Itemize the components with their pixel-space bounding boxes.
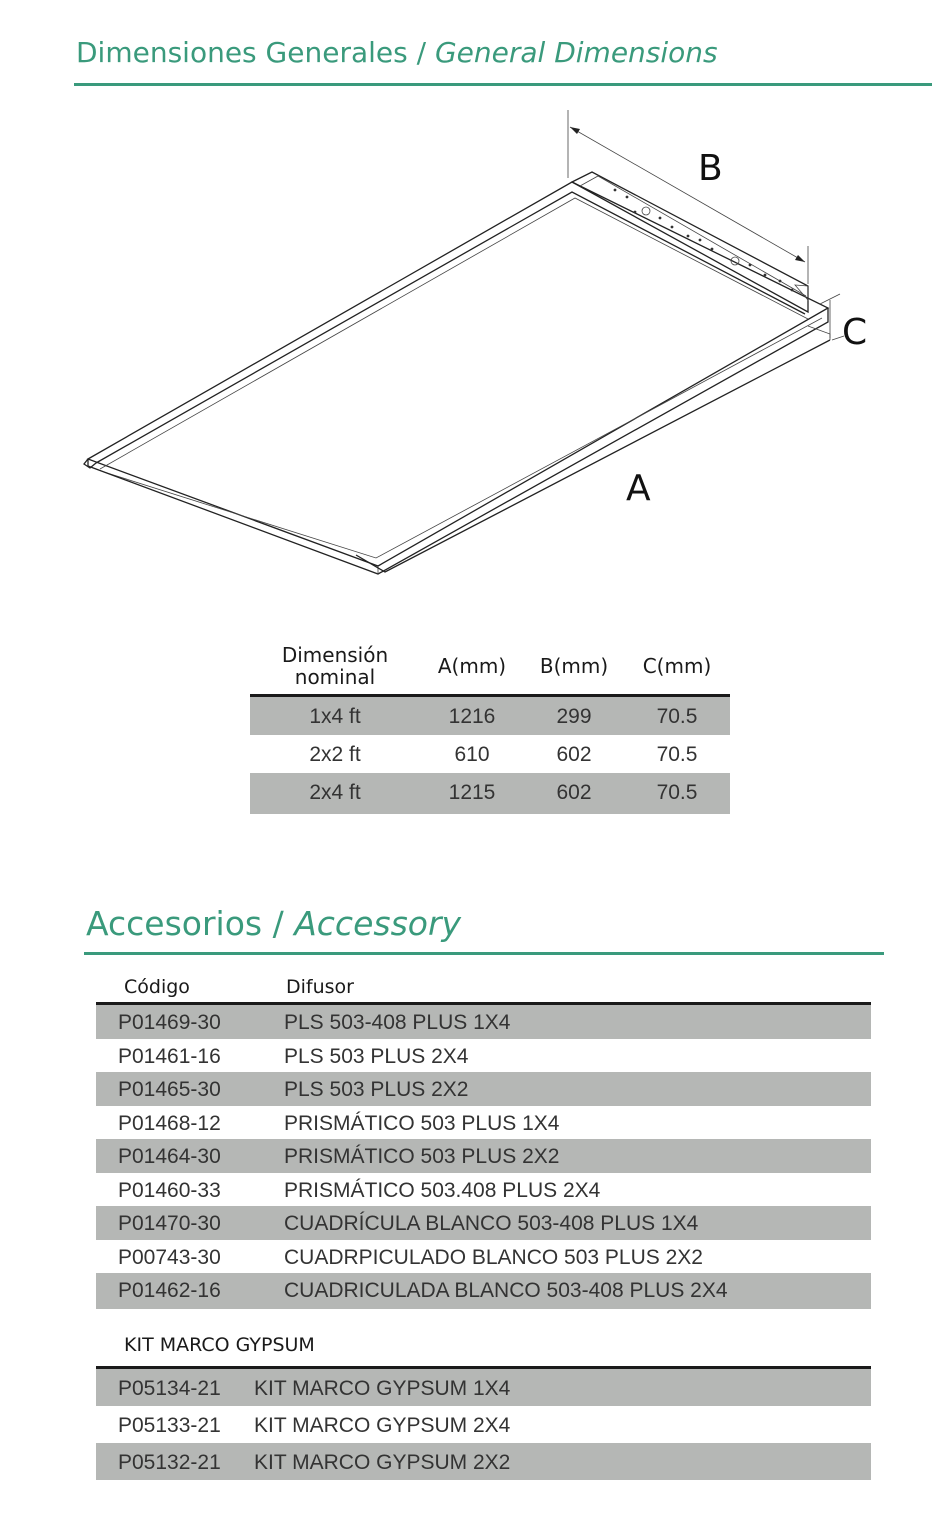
fixture-top-rail	[572, 172, 808, 312]
table-row	[96, 1206, 871, 1240]
cell-description: PRISMÁTICO 503.408 PLUS 2X4	[284, 1178, 601, 1202]
cell-description: PLS 503 PLUS 2X4	[284, 1044, 469, 1068]
table-row	[96, 1139, 871, 1173]
dimension-a-label: A	[626, 468, 651, 509]
cell-nominal: 1x4 ft	[309, 705, 361, 728]
cell-a: 610	[454, 743, 490, 766]
cell-description: KIT MARCO GYPSUM 1X4	[254, 1377, 511, 1400]
cell-code: P05133-21	[118, 1414, 221, 1437]
fixture-rail-inner	[580, 176, 806, 296]
dimensions-section-title	[76, 36, 718, 69]
title-spanish: Accesorios	[86, 904, 263, 943]
header-nominal	[250, 644, 420, 688]
title-english: Accessory	[294, 904, 462, 943]
header-a: A(mm)	[437, 654, 507, 678]
arrow-left-icon	[570, 127, 580, 134]
cell-code: P05132-21	[118, 1451, 221, 1474]
dimension-b-line	[570, 127, 805, 262]
section-divider	[74, 83, 932, 86]
cell-code: P00743-30	[118, 1245, 221, 1269]
cell-code: P01469-30	[118, 1011, 221, 1034]
cell-nominal: 2x4 ft	[309, 781, 361, 804]
fixture-lip-end	[808, 326, 830, 340]
table-row	[96, 1369, 871, 1406]
cell-c: 70.5	[656, 743, 698, 766]
accessories-section-title	[86, 904, 461, 943]
cell-code: P01464-30	[118, 1145, 221, 1168]
cell-code: P05134-21	[118, 1377, 221, 1400]
fixture-dimension-drawing	[60, 100, 868, 590]
cell-description: CUADRÍCULA BLANCO 503-408 PLUS 1X4	[284, 1212, 699, 1235]
cell-description: KIT MARCO GYPSUM 2X4	[254, 1414, 511, 1437]
cell-b: 602	[556, 743, 592, 766]
cell-a: 1216	[448, 705, 496, 728]
title-spanish: Dimensiones Generales	[76, 36, 408, 69]
fixture-bottom-edge	[104, 318, 822, 558]
table-row	[96, 1005, 871, 1039]
cell-c: 70.5	[656, 705, 698, 728]
cell-b: 602	[556, 781, 592, 804]
header-b: B(mm)	[539, 654, 609, 678]
table-row	[96, 1240, 871, 1274]
section-divider	[84, 952, 884, 955]
cell-code: P01460-33	[118, 1178, 221, 1202]
cell-a: 1215	[448, 781, 496, 804]
fixture-inner-frame-2	[100, 198, 808, 469]
cell-description: CUADRPICULADO BLANCO 503 PLUS 2X2	[284, 1245, 703, 1269]
mounting-hole-icon	[642, 207, 650, 215]
kit-table-header	[96, 1330, 871, 1369]
cell-description: CUADRICULADA BLANCO 503-408 PLUS 2X4	[284, 1279, 728, 1302]
fixture-panel-outline	[88, 182, 828, 566]
dimension-c-label: C	[842, 312, 868, 353]
kit-table-title: KIT MARCO GYPSUM	[124, 1334, 315, 1356]
cell-b: 299	[556, 705, 592, 728]
table-row	[96, 1443, 871, 1480]
kit-table	[96, 1330, 871, 1480]
table-row	[96, 1273, 871, 1309]
header-nominal-line2: nominal	[294, 665, 376, 689]
table-row	[96, 1173, 871, 1207]
accessories-table	[96, 972, 871, 1309]
fixture-inner-frame	[96, 192, 805, 463]
dimensions-table	[250, 640, 730, 814]
accessories-table-header	[96, 972, 871, 1005]
header-c: C(mm)	[642, 654, 712, 678]
table-row	[96, 1106, 871, 1140]
cell-code: P01461-16	[118, 1044, 221, 1068]
cell-code: P01470-30	[118, 1212, 221, 1235]
header-code: Código	[124, 976, 190, 998]
cell-description: KIT MARCO GYPSUM 2X2	[254, 1451, 511, 1474]
title-separator: /	[272, 904, 284, 943]
header-nominal-line1: Dimensión	[281, 643, 389, 667]
table-row	[250, 697, 730, 735]
cell-code: P01465-30	[118, 1078, 221, 1101]
table-row	[96, 1406, 871, 1443]
table-row	[96, 1039, 871, 1073]
dimensions-table-header	[250, 640, 730, 697]
cell-description: PRISMÁTICO 503 PLUS 2X2	[284, 1145, 560, 1168]
title-english: General Dimensions	[434, 36, 718, 69]
header-diffuser: Difusor	[286, 976, 354, 998]
cell-code: P01468-12	[118, 1111, 221, 1135]
cell-description: PRISMÁTICO 503 PLUS 1X4	[284, 1111, 560, 1135]
cell-description: PLS 503-408 PLUS 1X4	[284, 1011, 511, 1034]
cell-code: P01462-16	[118, 1279, 221, 1302]
title-separator: /	[416, 36, 427, 69]
table-row	[250, 773, 730, 814]
cell-c: 70.5	[656, 781, 698, 804]
arrow-right-icon	[795, 255, 805, 262]
cell-nominal: 2x2 ft	[309, 743, 361, 766]
table-row	[96, 1072, 871, 1106]
cell-description: PLS 503 PLUS 2X2	[284, 1078, 469, 1101]
table-row	[250, 735, 730, 773]
dimension-b-label: B	[698, 148, 723, 189]
